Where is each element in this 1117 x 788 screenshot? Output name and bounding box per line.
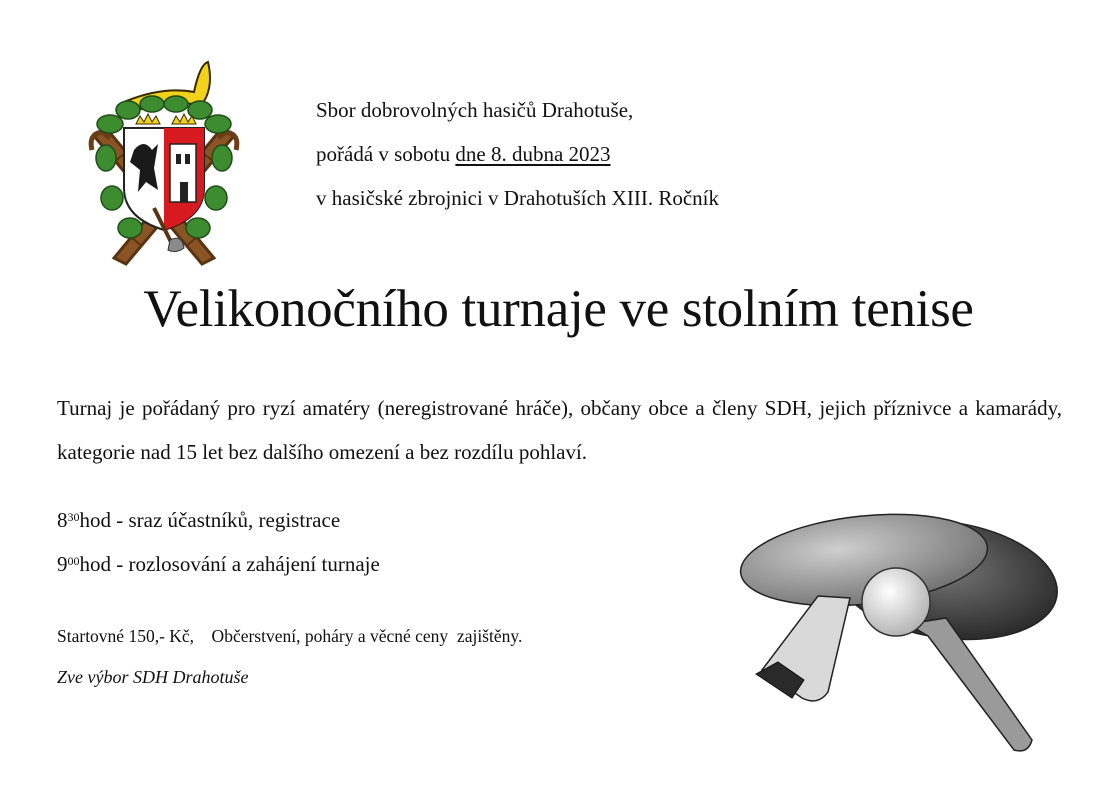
event-date: dne 8. dubna 2023 <box>455 142 611 166</box>
date-line <box>316 141 611 167</box>
venue-line: v hasičské zbrojnici v Drahotuších XIII. Ročník <box>316 186 719 210</box>
schedule-text: hod - sraz účastníků, registrace <box>79 508 341 532</box>
schedule-minutes: 00 <box>67 554 80 568</box>
table-tennis-paddles-icon <box>732 502 1074 774</box>
schedule-item <box>57 551 380 577</box>
schedule-hour: 8 <box>57 508 68 532</box>
date-prefix: pořádá v sobotu <box>316 142 456 166</box>
schedule-minutes: 30 <box>67 510 80 524</box>
event-title: Velikonočního turnaje ve stolním tenise <box>143 280 974 338</box>
schedule-text: hod - rozlosování a zahájení turnaje <box>79 552 380 576</box>
invitation-signature: Zve výbor SDH Drahotuše <box>57 667 249 687</box>
fire-brigade-emblem-icon <box>84 58 244 268</box>
entry-fee-line: Startovné 150,- Kč, Občerstvení, poháry a věcné ceny zajištěny. <box>57 626 523 646</box>
intro-paragraph: Turnaj je pořádaný pro ryzí amatéry (neregistrované hráče), občany obce a členy SDH, jejich příznivce a kamarády, kategorie nad 15 let bez dalšího omezení a bez rozdílu pohlaví. <box>57 396 1062 464</box>
organizer-line: Sbor dobrovolných hasičů Drahotuše, <box>316 98 634 122</box>
schedule-hour: 9 <box>57 552 68 576</box>
schedule-item <box>57 507 340 533</box>
